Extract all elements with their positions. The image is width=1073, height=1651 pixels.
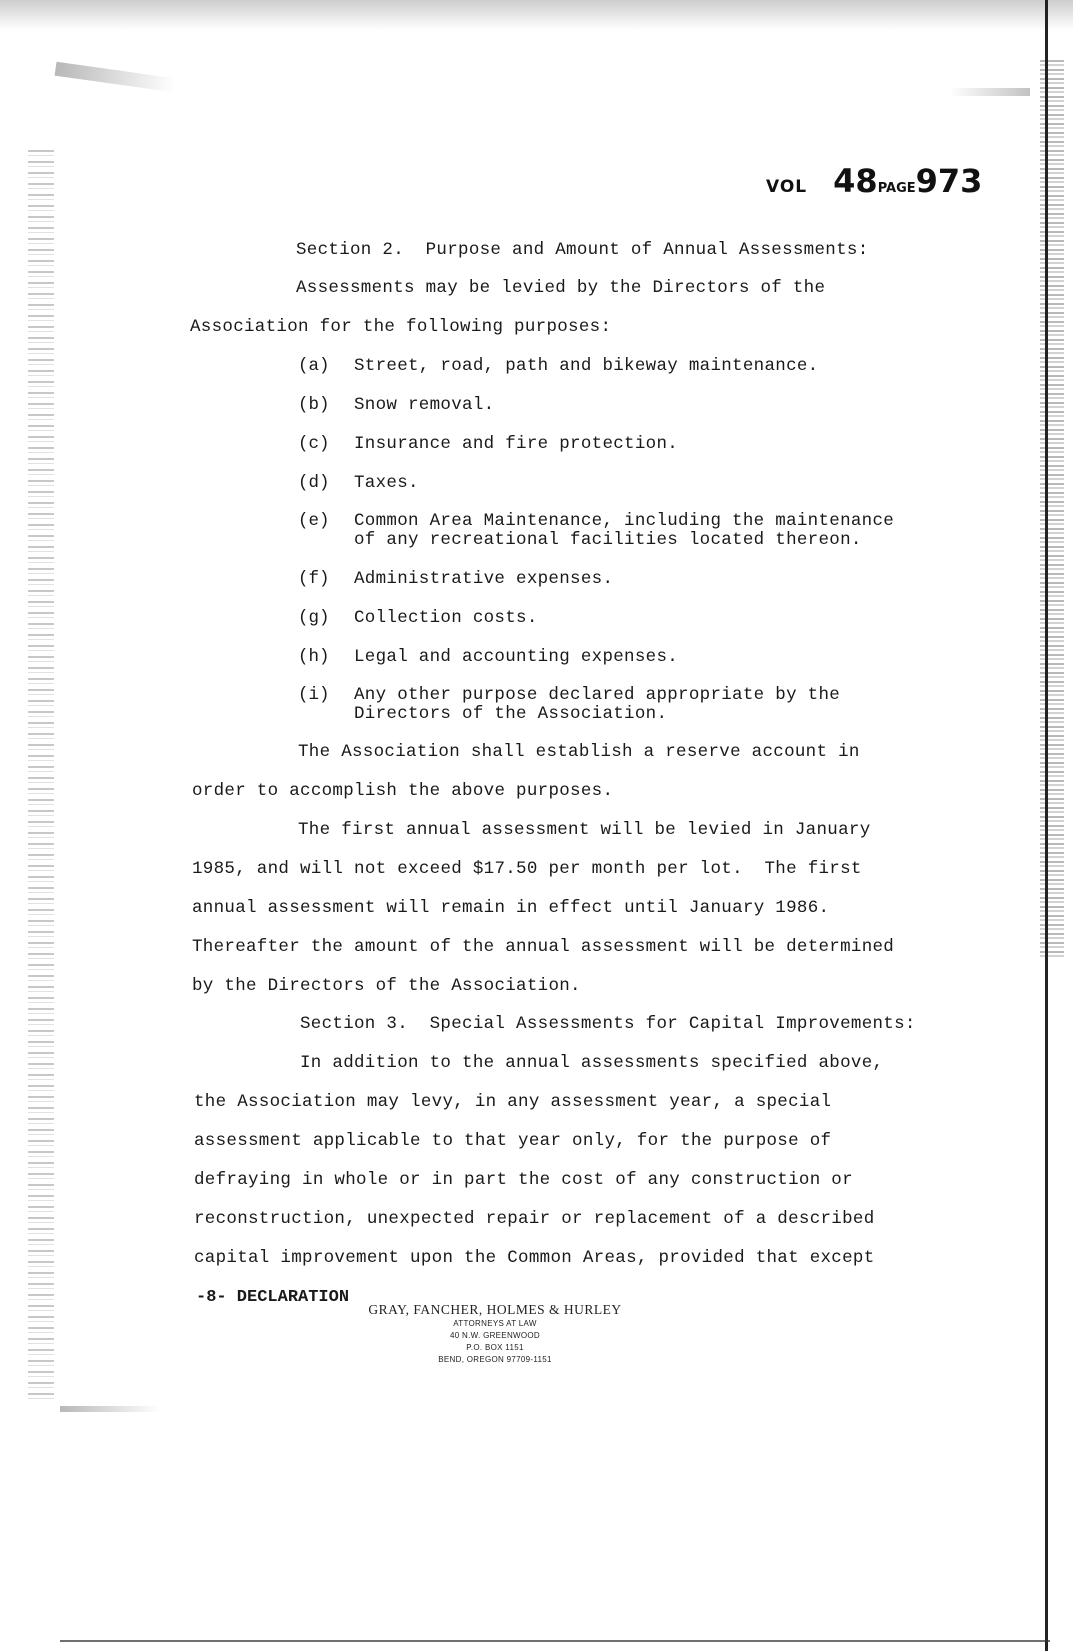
- list-item-label: (a): [298, 356, 330, 376]
- law-firm-block: [330, 1302, 660, 1366]
- scan-right-edge-noise: [1040, 60, 1064, 960]
- page-number: 973: [915, 162, 983, 200]
- page-footer-label: -8- DECLARATION: [196, 1288, 350, 1307]
- page-right-border: [1045, 0, 1048, 1651]
- section2-intro-line: Association for the following purposes:: [190, 317, 612, 337]
- list-item-label: (b): [298, 395, 330, 415]
- page-label: PAGE: [877, 181, 916, 196]
- section2-intro-line: Assessments may be levied by the Directors of the: [296, 278, 826, 298]
- list-item-label: (i): [298, 685, 330, 705]
- paragraph-line: order to accomplish the above purposes.: [192, 781, 614, 801]
- list-item-label: (h): [298, 647, 330, 667]
- paragraph-line: The first annual assessment will be levied in January: [298, 820, 871, 840]
- section2-heading: Section 2. Purpose and Amount of Annual Assessments:: [296, 240, 869, 260]
- vol-label: VOL: [766, 177, 808, 197]
- volume-number: 48: [833, 162, 878, 200]
- firm-street: 40 N.W. GREENWOOD: [450, 1331, 540, 1340]
- list-item-label: (g): [298, 608, 330, 628]
- list-item-text: Taxes.: [354, 473, 419, 493]
- list-item-text: Any other purpose declared appropriate by the: [354, 685, 841, 705]
- list-item-label: (d): [298, 473, 330, 493]
- paragraph-line: capital improvement upon the Common Areas, provided that except: [194, 1248, 875, 1268]
- firm-role: ATTORNEYS AT LAW: [453, 1319, 537, 1328]
- paragraph-line: reconstruction, unexpected repair or replacement of a described: [194, 1209, 875, 1229]
- list-item-label: (e): [298, 511, 330, 531]
- volume-page-stamp: [766, 162, 982, 200]
- firm-po-box: P.O. BOX 1151: [466, 1343, 524, 1352]
- paragraph-line: annual assessment will remain in effect until January 1986.: [192, 898, 830, 918]
- scan-left-edge-noise: [28, 150, 54, 1400]
- scan-smudge: [60, 1406, 160, 1412]
- list-item-text: Snow removal.: [354, 395, 495, 415]
- list-item-text: Directors of the Association.: [354, 704, 668, 724]
- scan-smudge: [950, 88, 1030, 96]
- list-item-text: Street, road, path and bikeway maintenance.: [354, 356, 819, 376]
- page-bottom-border: [60, 1640, 1050, 1642]
- section3-heading: Section 3. Special Assessments for Capital Improvements:: [300, 1014, 916, 1034]
- list-item-label: (c): [298, 434, 330, 454]
- paragraph-line: 1985, and will not exceed $17.50 per month per lot. The first: [192, 859, 862, 879]
- list-item-label: (f): [298, 569, 330, 589]
- paragraph-line: defraying in whole or in part the cost of any construction or: [194, 1170, 853, 1190]
- firm-city: BEND, OREGON 97709-1151: [438, 1355, 552, 1364]
- firm-name: GRAY, FANCHER, HOLMES & HURLEY: [368, 1302, 622, 1317]
- list-item-text: Common Area Maintenance, including the maintenance: [354, 511, 895, 531]
- list-item-text: Collection costs.: [354, 608, 538, 628]
- paragraph-line: In addition to the annual assessments specified above,: [300, 1053, 884, 1073]
- scan-top-smudge: [0, 0, 1073, 30]
- paragraph-line: Thereafter the amount of the annual assessment will be determined: [192, 937, 895, 957]
- paragraph-line: assessment applicable to that year only, for the purpose of: [194, 1131, 832, 1151]
- list-item-text: of any recreational facilities located thereon.: [354, 530, 862, 550]
- list-item-text: Legal and accounting expenses.: [354, 647, 679, 667]
- list-item-text: Insurance and fire protection.: [354, 434, 679, 454]
- scan-smudge: [55, 62, 176, 93]
- paragraph-line: The Association shall establish a reserve account in: [298, 742, 860, 762]
- paragraph-line: by the Directors of the Association.: [192, 976, 581, 996]
- paragraph-line: the Association may levy, in any assessment year, a special: [194, 1092, 832, 1112]
- list-item-text: Administrative expenses.: [354, 569, 614, 589]
